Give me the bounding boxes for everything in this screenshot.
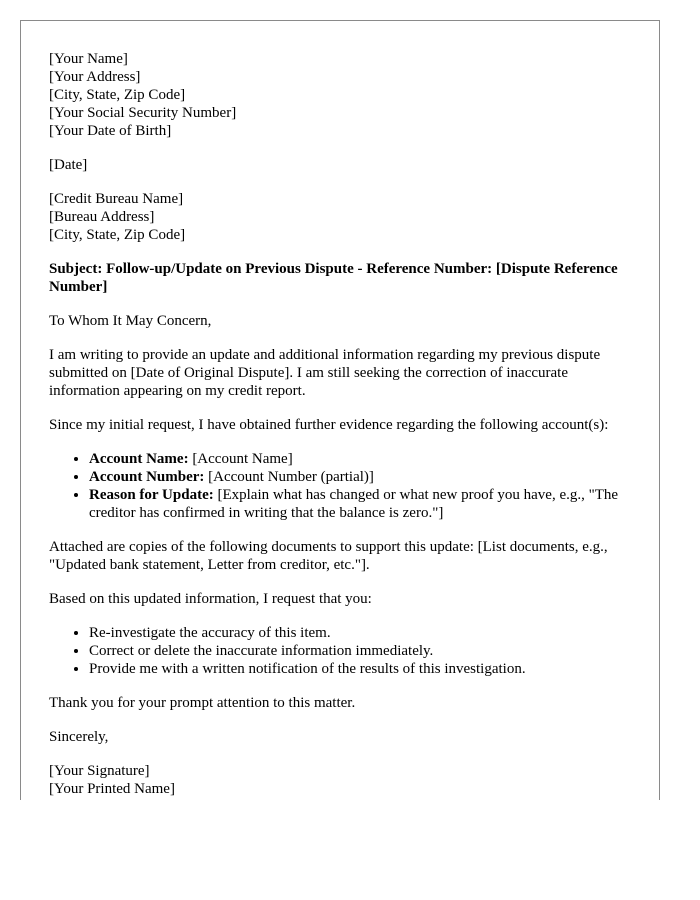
evidence-paragraph: Since my initial request, I have obtained further evidence regarding the following account(s):: [49, 417, 609, 433]
account-details-list: [49, 450, 631, 522]
account-name-value: [Account Name]: [188, 451, 293, 467]
list-item: [89, 486, 631, 522]
reason-label: Reason for Update:: [89, 487, 214, 503]
sender-block: [49, 50, 631, 140]
request-list: [49, 624, 631, 678]
sender-city-state-zip: [City, State, Zip Code]: [49, 87, 186, 103]
attached-paragraph: Attached are copies of the following documents to support this update: [List documents, e.g., "Updated bank statement, Letter from creditor, etc."].: [49, 539, 608, 573]
closing: Sincerely,: [49, 729, 109, 745]
letter-date: [Date]: [49, 157, 88, 173]
sender-dob: [Your Date of Birth]: [49, 123, 172, 139]
request-paragraph: Based on this updated information, I request that you:: [49, 591, 372, 607]
list-item: • Correct or delete the inaccurate information immediately.: [89, 642, 631, 660]
date-line: [49, 156, 631, 174]
account-number-value: [Account Number (partial)]: [204, 469, 374, 485]
reason-value: [Explain what has changed or what new proof you have, e.g., "The creditor has confirmed in writing that the balance is zero."]: [89, 487, 619, 521]
signature-line: [Your Signature]: [49, 763, 150, 779]
list-item: • Provide me with a written notification of the results of this investigation.: [89, 660, 631, 678]
account-number-label: Account Number:: [89, 469, 205, 485]
account-name-label: Account Name:: [89, 451, 189, 467]
list-item: [89, 450, 631, 468]
bureau-address: [Bureau Address]: [49, 209, 155, 225]
sender-ssn: [Your Social Security Number]: [49, 105, 237, 121]
intro-paragraph: I am writing to provide an update and additional information regarding my previous dispute submitted on [Date of Original Dispute]. I am still seeking the correction of inaccurate information appearing on my credit report.: [49, 347, 601, 399]
bureau-city-state-zip: [City, State, Zip Code]: [49, 227, 186, 243]
list-item: • Re-investigate the accuracy of this item.: [89, 624, 631, 642]
sender-name: [Your Name]: [49, 51, 128, 67]
bureau-name: [Credit Bureau Name]: [49, 191, 184, 207]
subject-line: Subject: Follow-up/Update on Previous Dispute - Reference Number: [Dispute Reference Number]: [49, 261, 618, 295]
printed-name-line: [Your Printed Name]: [49, 781, 175, 797]
signature-block: [49, 762, 631, 798]
recipient-block: [49, 190, 631, 244]
list-item: [89, 468, 631, 486]
salutation: To Whom It May Concern,: [49, 313, 212, 329]
thanks-paragraph: Thank you for your prompt attention to this matter.: [49, 695, 356, 711]
sender-address: [Your Address]: [49, 69, 141, 85]
letter-page: [20, 20, 660, 800]
